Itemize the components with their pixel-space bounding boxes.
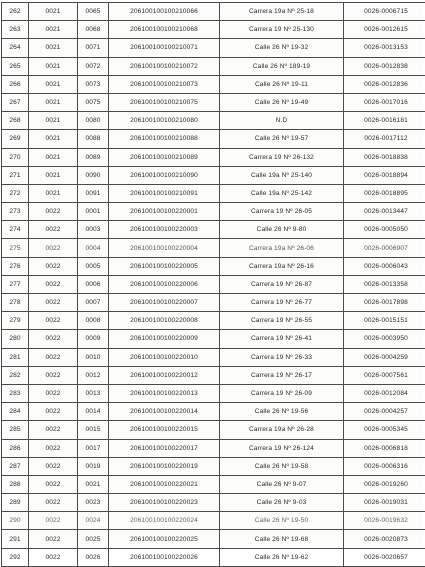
cadastral-code-cell: 206100100100210066 bbox=[109, 3, 220, 21]
row-number-cell: 286 bbox=[2, 439, 29, 457]
block-code-cell: 0022 bbox=[29, 403, 78, 421]
cadastral-code-cell: 206100100100220019 bbox=[109, 457, 220, 475]
row-number-cell: 270 bbox=[2, 148, 29, 166]
table-row bbox=[2, 312, 425, 330]
block-code-cell: 0022 bbox=[29, 366, 78, 384]
address-cell: Calle 26 Nº 189-19 bbox=[220, 57, 344, 75]
row-number-cell: 266 bbox=[2, 75, 29, 93]
table-row bbox=[2, 93, 425, 111]
lot-code-cell: 0017 bbox=[78, 439, 109, 457]
registration-number-cell: 0026-0015151 bbox=[344, 312, 425, 330]
block-code-cell: 0022 bbox=[29, 548, 78, 566]
cadastral-code-cell: 206100100100220004 bbox=[109, 239, 220, 257]
address-cell: N.D bbox=[220, 112, 344, 130]
block-code-cell: 0022 bbox=[29, 494, 78, 512]
registration-number-cell: 0026-0012836 bbox=[344, 75, 425, 93]
lot-code-cell: 0010 bbox=[78, 348, 109, 366]
address-cell: Carrera 19 Nº 26-41 bbox=[220, 330, 344, 348]
cadastral-code-cell: 206100100100220006 bbox=[109, 275, 220, 293]
cadastral-code-cell: 206100100100220017 bbox=[109, 439, 220, 457]
block-code-cell: 0022 bbox=[29, 384, 78, 402]
lot-code-cell: 0090 bbox=[78, 166, 109, 184]
cadastral-code-cell: 206100100100220007 bbox=[109, 294, 220, 312]
row-number-cell: 269 bbox=[2, 130, 29, 148]
block-code-cell: 0021 bbox=[29, 21, 78, 39]
lot-code-cell: 0001 bbox=[78, 203, 109, 221]
lot-code-cell: 0080 bbox=[78, 112, 109, 130]
block-code-cell: 0022 bbox=[29, 439, 78, 457]
lot-code-cell: 0005 bbox=[78, 257, 109, 275]
address-cell: Carrera 19 Nº 25-130 bbox=[220, 21, 344, 39]
address-cell: Carrera 19a Nº 26-16 bbox=[220, 257, 344, 275]
cadastral-code-cell: 206100100100220003 bbox=[109, 221, 220, 239]
block-code-cell: 0022 bbox=[29, 257, 78, 275]
block-code-cell: 0022 bbox=[29, 512, 78, 530]
address-cell: Carrera 19 Nº 26-05 bbox=[220, 203, 344, 221]
table-row bbox=[2, 512, 425, 530]
lot-code-cell: 0071 bbox=[78, 39, 109, 57]
address-cell: Carrera 19a Nº 26-28 bbox=[220, 421, 344, 439]
row-number-cell: 262 bbox=[2, 3, 29, 21]
registration-number-cell: 0026-0013447 bbox=[344, 203, 425, 221]
registration-number-cell: 0026-0018838 bbox=[344, 148, 425, 166]
table-body bbox=[2, 3, 425, 567]
row-number-cell: 267 bbox=[2, 93, 29, 111]
cadastral-code-cell: 206100100100210080 bbox=[109, 112, 220, 130]
table-row bbox=[2, 21, 425, 39]
block-code-cell: 0022 bbox=[29, 312, 78, 330]
registration-number-cell: 0026-0006818 bbox=[344, 439, 425, 457]
address-cell: Calle 26 Nº 19-56 bbox=[220, 403, 344, 421]
row-number-cell: 289 bbox=[2, 494, 29, 512]
lot-code-cell: 0007 bbox=[78, 294, 109, 312]
row-number-cell: 283 bbox=[2, 384, 29, 402]
block-code-cell: 0021 bbox=[29, 75, 78, 93]
table-row bbox=[2, 75, 425, 93]
lot-code-cell: 0009 bbox=[78, 330, 109, 348]
lot-code-cell: 0014 bbox=[78, 403, 109, 421]
address-cell: Carrera 19 Nº 26-124 bbox=[220, 439, 344, 457]
table-row bbox=[2, 166, 425, 184]
cadastral-code-cell: 206100100100220001 bbox=[109, 203, 220, 221]
address-cell: Calle 26 Nº 19-58 bbox=[220, 457, 344, 475]
row-number-cell: 284 bbox=[2, 403, 29, 421]
registration-number-cell: 0026-0012615 bbox=[344, 21, 425, 39]
address-cell: Carrera 19 Nº 26-09 bbox=[220, 384, 344, 402]
lot-code-cell: 0023 bbox=[78, 494, 109, 512]
table-row bbox=[2, 39, 425, 57]
cadastral-code-cell: 206100100100210072 bbox=[109, 57, 220, 75]
row-number-cell: 282 bbox=[2, 366, 29, 384]
row-number-cell: 279 bbox=[2, 312, 29, 330]
table-row bbox=[2, 203, 425, 221]
row-number-cell: 281 bbox=[2, 348, 29, 366]
cadastral-code-cell: 206100100100210073 bbox=[109, 75, 220, 93]
table-row bbox=[2, 348, 425, 366]
registration-number-cell: 0026-0020873 bbox=[344, 530, 425, 548]
address-cell: Carrera 19 Nº 26-17 bbox=[220, 366, 344, 384]
lot-code-cell: 0006 bbox=[78, 275, 109, 293]
table-row bbox=[2, 384, 425, 402]
table-row bbox=[2, 457, 425, 475]
table-row bbox=[2, 275, 425, 293]
block-code-cell: 0022 bbox=[29, 239, 78, 257]
address-cell: Carrera 19 Nº 26-55 bbox=[220, 312, 344, 330]
table-row bbox=[2, 239, 425, 257]
row-number-cell: 274 bbox=[2, 221, 29, 239]
address-cell: Calle 26 Nº 19-68 bbox=[220, 530, 344, 548]
registration-number-cell: 0026-0012838 bbox=[344, 57, 425, 75]
registration-number-cell: 0026-0012084 bbox=[344, 384, 425, 402]
cadastral-code-cell: 206100100100210075 bbox=[109, 93, 220, 111]
cadastral-code-cell: 206100100100220014 bbox=[109, 403, 220, 421]
registration-number-cell: 0026-0019260 bbox=[344, 475, 425, 493]
lot-code-cell: 0024 bbox=[78, 512, 109, 530]
block-code-cell: 0022 bbox=[29, 330, 78, 348]
row-number-cell: 272 bbox=[2, 184, 29, 202]
cadastral-code-cell: 206100100100210089 bbox=[109, 148, 220, 166]
row-number-cell: 287 bbox=[2, 457, 29, 475]
block-code-cell: 0021 bbox=[29, 184, 78, 202]
block-code-cell: 0021 bbox=[29, 112, 78, 130]
address-cell: Calle 26 Nº 19-57 bbox=[220, 130, 344, 148]
row-number-cell: 275 bbox=[2, 239, 29, 257]
registration-number-cell: 0026-0018894 bbox=[344, 166, 425, 184]
row-number-cell: 288 bbox=[2, 475, 29, 493]
registration-number-cell: 0026-0020657 bbox=[344, 548, 425, 566]
cadastral-code-cell: 206100100100220024 bbox=[109, 512, 220, 530]
address-cell: Carrera 19a Nº 25-18 bbox=[220, 3, 344, 21]
lot-code-cell: 0012 bbox=[78, 366, 109, 384]
address-cell: Calle 26 Nº 9-03 bbox=[220, 494, 344, 512]
row-number-cell: 285 bbox=[2, 421, 29, 439]
table-row bbox=[2, 130, 425, 148]
table-row bbox=[2, 439, 425, 457]
lot-code-cell: 0065 bbox=[78, 3, 109, 21]
address-cell: Carrera 19 Nº 26-87 bbox=[220, 275, 344, 293]
block-code-cell: 0021 bbox=[29, 39, 78, 57]
table-row bbox=[2, 184, 425, 202]
address-cell: Calle 26 Nº 19-50 bbox=[220, 512, 344, 530]
block-code-cell: 0022 bbox=[29, 348, 78, 366]
registration-number-cell: 0026-0013358 bbox=[344, 275, 425, 293]
block-code-cell: 0022 bbox=[29, 275, 78, 293]
block-code-cell: 0022 bbox=[29, 294, 78, 312]
registration-number-cell: 0026-0018895 bbox=[344, 184, 425, 202]
address-cell: Calle 19a Nº 25-142 bbox=[220, 184, 344, 202]
table-row bbox=[2, 221, 425, 239]
address-cell: Carrera 19 Nº 26-77 bbox=[220, 294, 344, 312]
registration-number-cell: 0026-0006043 bbox=[344, 257, 425, 275]
address-cell: Calle 26 Nº 19-11 bbox=[220, 75, 344, 93]
block-code-cell: 0022 bbox=[29, 530, 78, 548]
registration-number-cell: 0026-0019632 bbox=[344, 512, 425, 530]
row-number-cell: 263 bbox=[2, 21, 29, 39]
block-code-cell: 0022 bbox=[29, 221, 78, 239]
row-number-cell: 277 bbox=[2, 275, 29, 293]
registration-number-cell: 0026-0004257 bbox=[344, 403, 425, 421]
cadastral-code-cell: 206100100100220021 bbox=[109, 475, 220, 493]
address-cell: Calle 26 Nº 19-32 bbox=[220, 39, 344, 57]
table-row bbox=[2, 530, 425, 548]
address-cell: Calle 19a Nº 25-140 bbox=[220, 166, 344, 184]
row-number-cell: 268 bbox=[2, 112, 29, 130]
cadastral-code-cell: 206100100100220008 bbox=[109, 312, 220, 330]
table-row bbox=[2, 421, 425, 439]
lot-code-cell: 0088 bbox=[78, 130, 109, 148]
registration-number-cell: 0026-0006316 bbox=[344, 457, 425, 475]
block-code-cell: 0022 bbox=[29, 421, 78, 439]
block-code-cell: 0022 bbox=[29, 475, 78, 493]
table-row bbox=[2, 494, 425, 512]
property-table bbox=[1, 2, 425, 567]
row-number-cell: 264 bbox=[2, 39, 29, 57]
cadastral-code-cell: 206100100100220012 bbox=[109, 366, 220, 384]
row-number-cell: 292 bbox=[2, 548, 29, 566]
registration-number-cell: 0026-0003950 bbox=[344, 330, 425, 348]
cadastral-code-cell: 206100100100210088 bbox=[109, 130, 220, 148]
lot-code-cell: 0008 bbox=[78, 312, 109, 330]
lot-code-cell: 0013 bbox=[78, 384, 109, 402]
registration-number-cell: 0026-0004259 bbox=[344, 348, 425, 366]
registration-number-cell: 0026-0017898 bbox=[344, 294, 425, 312]
block-code-cell: 0021 bbox=[29, 130, 78, 148]
cadastral-code-cell: 206100100100210090 bbox=[109, 166, 220, 184]
table-row bbox=[2, 330, 425, 348]
table-row bbox=[2, 257, 425, 275]
address-cell: Calle 26 Nº 19-49 bbox=[220, 93, 344, 111]
block-code-cell: 0021 bbox=[29, 148, 78, 166]
row-number-cell: 273 bbox=[2, 203, 29, 221]
cadastral-code-cell: 206100100100220015 bbox=[109, 421, 220, 439]
cadastral-code-cell: 206100100100220026 bbox=[109, 548, 220, 566]
table-row bbox=[2, 3, 425, 21]
row-number-cell: 271 bbox=[2, 166, 29, 184]
lot-code-cell: 0019 bbox=[78, 457, 109, 475]
block-code-cell: 0022 bbox=[29, 457, 78, 475]
registration-number-cell: 0026-0016181 bbox=[344, 112, 425, 130]
lot-code-cell: 0068 bbox=[78, 21, 109, 39]
registration-number-cell: 0026-0006907 bbox=[344, 239, 425, 257]
address-cell: Calle 26 Nº 9-07 bbox=[220, 475, 344, 493]
lot-code-cell: 0021 bbox=[78, 475, 109, 493]
table-row bbox=[2, 475, 425, 493]
registration-number-cell: 0026-0019031 bbox=[344, 494, 425, 512]
lot-code-cell: 0026 bbox=[78, 548, 109, 566]
block-code-cell: 0021 bbox=[29, 3, 78, 21]
lot-code-cell: 0091 bbox=[78, 184, 109, 202]
row-number-cell: 278 bbox=[2, 294, 29, 312]
registration-number-cell: 0026-0013153 bbox=[344, 39, 425, 57]
lot-code-cell: 0072 bbox=[78, 57, 109, 75]
row-number-cell: 265 bbox=[2, 57, 29, 75]
cadastral-code-cell: 206100100100220005 bbox=[109, 257, 220, 275]
row-number-cell: 291 bbox=[2, 530, 29, 548]
block-code-cell: 0021 bbox=[29, 93, 78, 111]
lot-code-cell: 0003 bbox=[78, 221, 109, 239]
address-cell: Calle 26 Nº 19-62 bbox=[220, 548, 344, 566]
cadastral-code-cell: 206100100100210091 bbox=[109, 184, 220, 202]
address-cell: Carrera 19a Nº 26-06 bbox=[220, 239, 344, 257]
document-page bbox=[1, 2, 423, 544]
registration-number-cell: 0026-0007561 bbox=[344, 366, 425, 384]
cadastral-code-cell: 206100100100220010 bbox=[109, 348, 220, 366]
lot-code-cell: 0075 bbox=[78, 93, 109, 111]
table-row bbox=[2, 366, 425, 384]
cadastral-code-cell: 206100100100220025 bbox=[109, 530, 220, 548]
block-code-cell: 0021 bbox=[29, 166, 78, 184]
block-code-cell: 0022 bbox=[29, 203, 78, 221]
block-code-cell: 0021 bbox=[29, 57, 78, 75]
cadastral-code-cell: 206100100100220009 bbox=[109, 330, 220, 348]
table-row bbox=[2, 112, 425, 130]
registration-number-cell: 0026-0005050 bbox=[344, 221, 425, 239]
lot-code-cell: 0015 bbox=[78, 421, 109, 439]
registration-number-cell: 0026-0017112 bbox=[344, 130, 425, 148]
cadastral-code-cell: 206100100100220013 bbox=[109, 384, 220, 402]
address-cell: Carrera 19 Nº 26-33 bbox=[220, 348, 344, 366]
cadastral-code-cell: 206100100100210071 bbox=[109, 39, 220, 57]
row-number-cell: 280 bbox=[2, 330, 29, 348]
table-row bbox=[2, 403, 425, 421]
lot-code-cell: 0073 bbox=[78, 75, 109, 93]
address-cell: Calle 26 Nº 9-80 bbox=[220, 221, 344, 239]
cadastral-code-cell: 206100100100210068 bbox=[109, 21, 220, 39]
lot-code-cell: 0025 bbox=[78, 530, 109, 548]
registration-number-cell: 0026-0005345 bbox=[344, 421, 425, 439]
lot-code-cell: 0004 bbox=[78, 239, 109, 257]
table-row bbox=[2, 294, 425, 312]
cadastral-code-cell: 206100100100220023 bbox=[109, 494, 220, 512]
table-row bbox=[2, 148, 425, 166]
table-row bbox=[2, 548, 425, 566]
table-row bbox=[2, 57, 425, 75]
lot-code-cell: 0089 bbox=[78, 148, 109, 166]
row-number-cell: 290 bbox=[2, 512, 29, 530]
registration-number-cell: 0026-0006715 bbox=[344, 3, 425, 21]
registration-number-cell: 0026-0017016 bbox=[344, 93, 425, 111]
row-number-cell: 276 bbox=[2, 257, 29, 275]
address-cell: Carrera 19 Nº 26-132 bbox=[220, 148, 344, 166]
